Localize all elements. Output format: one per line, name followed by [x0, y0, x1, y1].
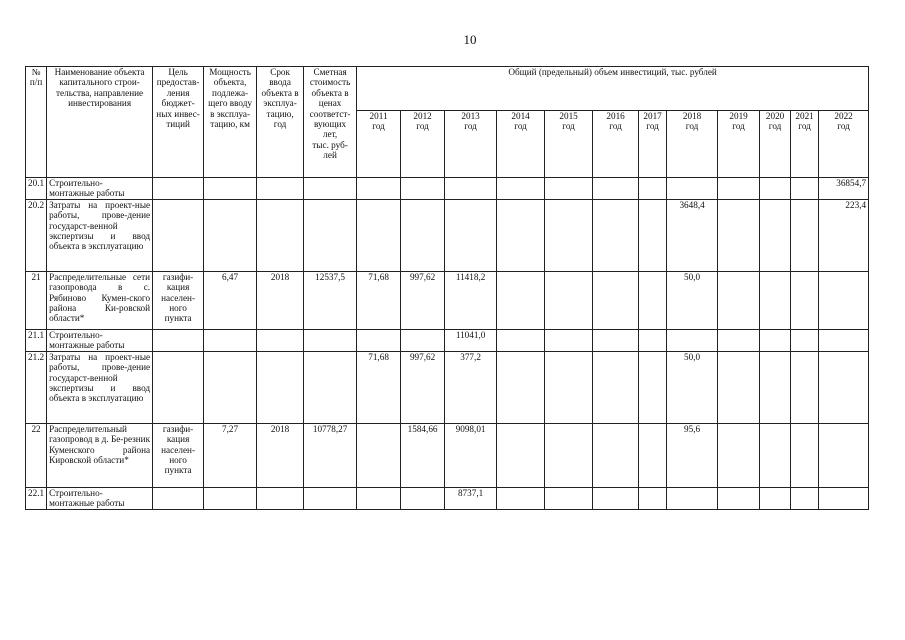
row-value-2016 [593, 351, 639, 423]
row-value-2014 [497, 423, 545, 487]
investment-table [25, 66, 869, 510]
row-number: 20.1 [26, 178, 47, 200]
row-value-2018: 95,6 [667, 423, 718, 487]
table-row [26, 329, 869, 351]
table-row [26, 178, 869, 200]
header-year-2022 [819, 111, 869, 178]
year-unit: год [646, 121, 659, 132]
row-value-2016 [593, 199, 639, 271]
row-value-2022: 223,4 [819, 199, 869, 271]
row-object-name: Затраты на проект-ные работы, прове-дение государст-венной экспертизы и ввод объекта в эксплуатацию [47, 199, 153, 271]
row-value-2020 [760, 199, 791, 271]
header-no: № п/п [26, 67, 47, 178]
row-value-2012: 997,62 [401, 271, 445, 329]
row-cost [304, 351, 357, 423]
row-value-2012 [401, 329, 445, 351]
year-unit: год [798, 121, 811, 132]
table-row [26, 351, 869, 423]
row-value-2021 [791, 423, 819, 487]
row-value-2015 [545, 271, 593, 329]
row-value-2021 [791, 329, 819, 351]
year-unit: год [514, 121, 527, 132]
row-capacity [204, 351, 257, 423]
row-value-2022 [819, 271, 869, 329]
year-unit: год [732, 121, 745, 132]
row-object-name: Строительно- монтажные работы [47, 487, 153, 509]
row-value-2017 [639, 329, 667, 351]
row-value-2021 [791, 487, 819, 509]
row-cost [304, 199, 357, 271]
row-value-2016 [593, 423, 639, 487]
row-purpose [153, 487, 204, 509]
row-value-2014 [497, 351, 545, 423]
row-value-2014 [497, 178, 545, 200]
row-value-2017 [639, 351, 667, 423]
row-cost [304, 487, 357, 509]
year-unit: год [464, 121, 477, 132]
row-purpose [153, 351, 204, 423]
row-cost: 12537,5 [304, 271, 357, 329]
row-value-2014 [497, 487, 545, 509]
row-value-2013: 8737,1 [445, 487, 497, 509]
row-term: 2018 [257, 271, 304, 329]
year-label: 2019 [729, 111, 748, 121]
header-object-name: Наименование объекта капитального строи-тельства, направление инвестирования [47, 67, 153, 178]
year-label: 2017 [643, 111, 662, 121]
header-year-2015 [545, 111, 593, 178]
row-purpose [153, 199, 204, 271]
row-value-2014 [497, 199, 545, 271]
year-label: 2020 [765, 111, 785, 121]
row-value-2013: 377,2 [445, 351, 497, 423]
row-capacity [204, 329, 257, 351]
row-capacity: 6,47 [204, 271, 257, 329]
header-year-2017 [639, 111, 667, 178]
row-value-2019 [718, 487, 760, 509]
row-value-2011: 71,68 [357, 271, 401, 329]
row-value-2018: 3648,4 [667, 199, 718, 271]
year-unit: год [416, 121, 429, 132]
row-value-2021 [791, 199, 819, 271]
row-cost: 10778,27 [304, 423, 357, 487]
row-value-2022 [819, 329, 869, 351]
row-value-2012 [401, 487, 445, 509]
row-value-2020 [760, 487, 791, 509]
row-value-2019 [718, 199, 760, 271]
year-unit: год [372, 121, 385, 132]
row-value-2012: 1584,66 [401, 423, 445, 487]
row-term [257, 351, 304, 423]
table-row [26, 487, 869, 509]
year-label: 2011 [369, 111, 388, 121]
row-cost [304, 178, 357, 200]
row-value-2014 [497, 329, 545, 351]
header-year-2012 [401, 111, 445, 178]
row-value-2019 [718, 351, 760, 423]
row-value-2011: 71,68 [357, 351, 401, 423]
row-term [257, 329, 304, 351]
row-value-2017 [639, 199, 667, 271]
header-year-2014 [497, 111, 545, 178]
row-capacity [204, 199, 257, 271]
row-value-2019 [718, 329, 760, 351]
header-year-2018 [667, 111, 718, 178]
row-value-2022 [819, 423, 869, 487]
row-value-2015 [545, 199, 593, 271]
year-unit: год [685, 121, 699, 132]
year-label: 2022 [834, 111, 853, 121]
page-number: 10 [463, 32, 477, 47]
row-value-2012: 997,62 [401, 351, 445, 423]
row-value-2013: 11041,0 [445, 329, 497, 351]
row-value-2018 [667, 329, 718, 351]
row-value-2020 [760, 178, 791, 200]
row-value-2017 [639, 178, 667, 200]
row-value-2015 [545, 329, 593, 351]
row-purpose [153, 329, 204, 351]
row-capacity [204, 178, 257, 200]
row-value-2015 [545, 487, 593, 509]
row-purpose [153, 178, 204, 200]
year-label: 2018 [682, 111, 702, 121]
header-year-2011 [357, 111, 401, 178]
header-year-2020 [760, 111, 791, 178]
header-year-2013 [445, 111, 497, 178]
year-label: 2021 [795, 111, 814, 121]
year-label: 2012 [413, 111, 432, 121]
row-object-name: Распределительные сети газопровода в с. Рябиново Кумен-ского района Ки-ровской области* [47, 271, 153, 329]
row-value-2015 [545, 178, 593, 200]
row-number: 21.2 [26, 351, 47, 423]
row-object-name: Распределительный газопровод в д. Бе-резник Куменского района Кировской области* [47, 423, 153, 487]
header-year-2016 [593, 111, 639, 178]
row-cost [304, 329, 357, 351]
row-value-2013: 9098,01 [445, 423, 497, 487]
row-value-2022: 36854,7 [819, 178, 869, 200]
year-label: 2014 [511, 111, 530, 121]
row-number: 22 [26, 423, 47, 487]
row-object-name: Строительно- монтажные работы [47, 329, 153, 351]
header-year-2021 [791, 111, 819, 178]
row-value-2015 [545, 423, 593, 487]
row-number: 21 [26, 271, 47, 329]
header-total-investment: Общий (предельный) объем инвестиций, тыс. рублей [357, 67, 869, 111]
row-value-2012 [401, 199, 445, 271]
row-value-2017 [639, 423, 667, 487]
header-purpose: Цель предостав- ления бюджет- ных инвес- тиций [153, 67, 204, 178]
row-term [257, 199, 304, 271]
row-purpose: газифи- кация населен- ного пункта [153, 271, 204, 329]
row-value-2013 [445, 178, 497, 200]
row-value-2019 [718, 271, 760, 329]
row-term [257, 487, 304, 509]
row-value-2021 [791, 271, 819, 329]
table-row [26, 271, 869, 329]
year-unit: год [609, 121, 622, 132]
row-number: 20.2 [26, 199, 47, 271]
row-object-name: Строительно- монтажные работы [47, 178, 153, 200]
row-value-2016 [593, 178, 639, 200]
row-capacity: 7,27 [204, 423, 257, 487]
row-value-2013 [445, 199, 497, 271]
row-value-2012 [401, 178, 445, 200]
row-value-2018: 50,0 [667, 271, 718, 329]
row-value-2018 [667, 178, 718, 200]
row-number: 21.1 [26, 329, 47, 351]
row-value-2013: 11418,2 [445, 271, 497, 329]
row-value-2016 [593, 329, 639, 351]
row-value-2022 [819, 351, 869, 423]
row-purpose: газифи- кация населен- ного пункта [153, 423, 204, 487]
row-value-2022 [819, 487, 869, 509]
row-object-name: Затраты на проект-ные работы, прове-дение государст-венной экспертизы и ввод объекта в эксплуатацию [47, 351, 153, 423]
row-value-2016 [593, 271, 639, 329]
header-estimated-cost: Сметная стоимость объекта в ценах соответст- вующих лет, тыс. руб- лей [304, 67, 357, 178]
header-year-2019 [718, 111, 760, 178]
table-row [26, 423, 869, 487]
year-unit: год [562, 121, 575, 132]
year-label: 2016 [606, 111, 625, 121]
row-value-2011 [357, 199, 401, 271]
row-value-2019 [718, 423, 760, 487]
row-value-2020 [760, 351, 791, 423]
row-number: 22.1 [26, 487, 47, 509]
row-capacity [204, 487, 257, 509]
row-value-2016 [593, 487, 639, 509]
year-unit: год [768, 121, 782, 132]
row-value-2021 [791, 178, 819, 200]
header-capacity: Мощность объекта, подлежа- щего вводу в эксплуа- тацию, км [204, 67, 257, 178]
row-value-2011 [357, 178, 401, 200]
row-value-2011 [357, 487, 401, 509]
row-value-2017 [639, 487, 667, 509]
row-value-2021 [791, 351, 819, 423]
row-term [257, 178, 304, 200]
row-value-2011 [357, 329, 401, 351]
header-term: Срок ввода объекта в эксплуа- тацию, год [257, 67, 304, 178]
row-value-2020 [760, 329, 791, 351]
table-row [26, 199, 869, 271]
year-label: 2015 [559, 111, 578, 121]
year-label: 2013 [461, 111, 480, 121]
row-value-2011 [357, 423, 401, 487]
row-value-2019 [718, 178, 760, 200]
row-value-2017 [639, 271, 667, 329]
row-value-2014 [497, 271, 545, 329]
row-term: 2018 [257, 423, 304, 487]
row-value-2020 [760, 423, 791, 487]
row-value-2020 [760, 271, 791, 329]
row-value-2018: 50,0 [667, 351, 718, 423]
row-value-2015 [545, 351, 593, 423]
row-value-2018 [667, 487, 718, 509]
year-unit: год [837, 121, 850, 132]
